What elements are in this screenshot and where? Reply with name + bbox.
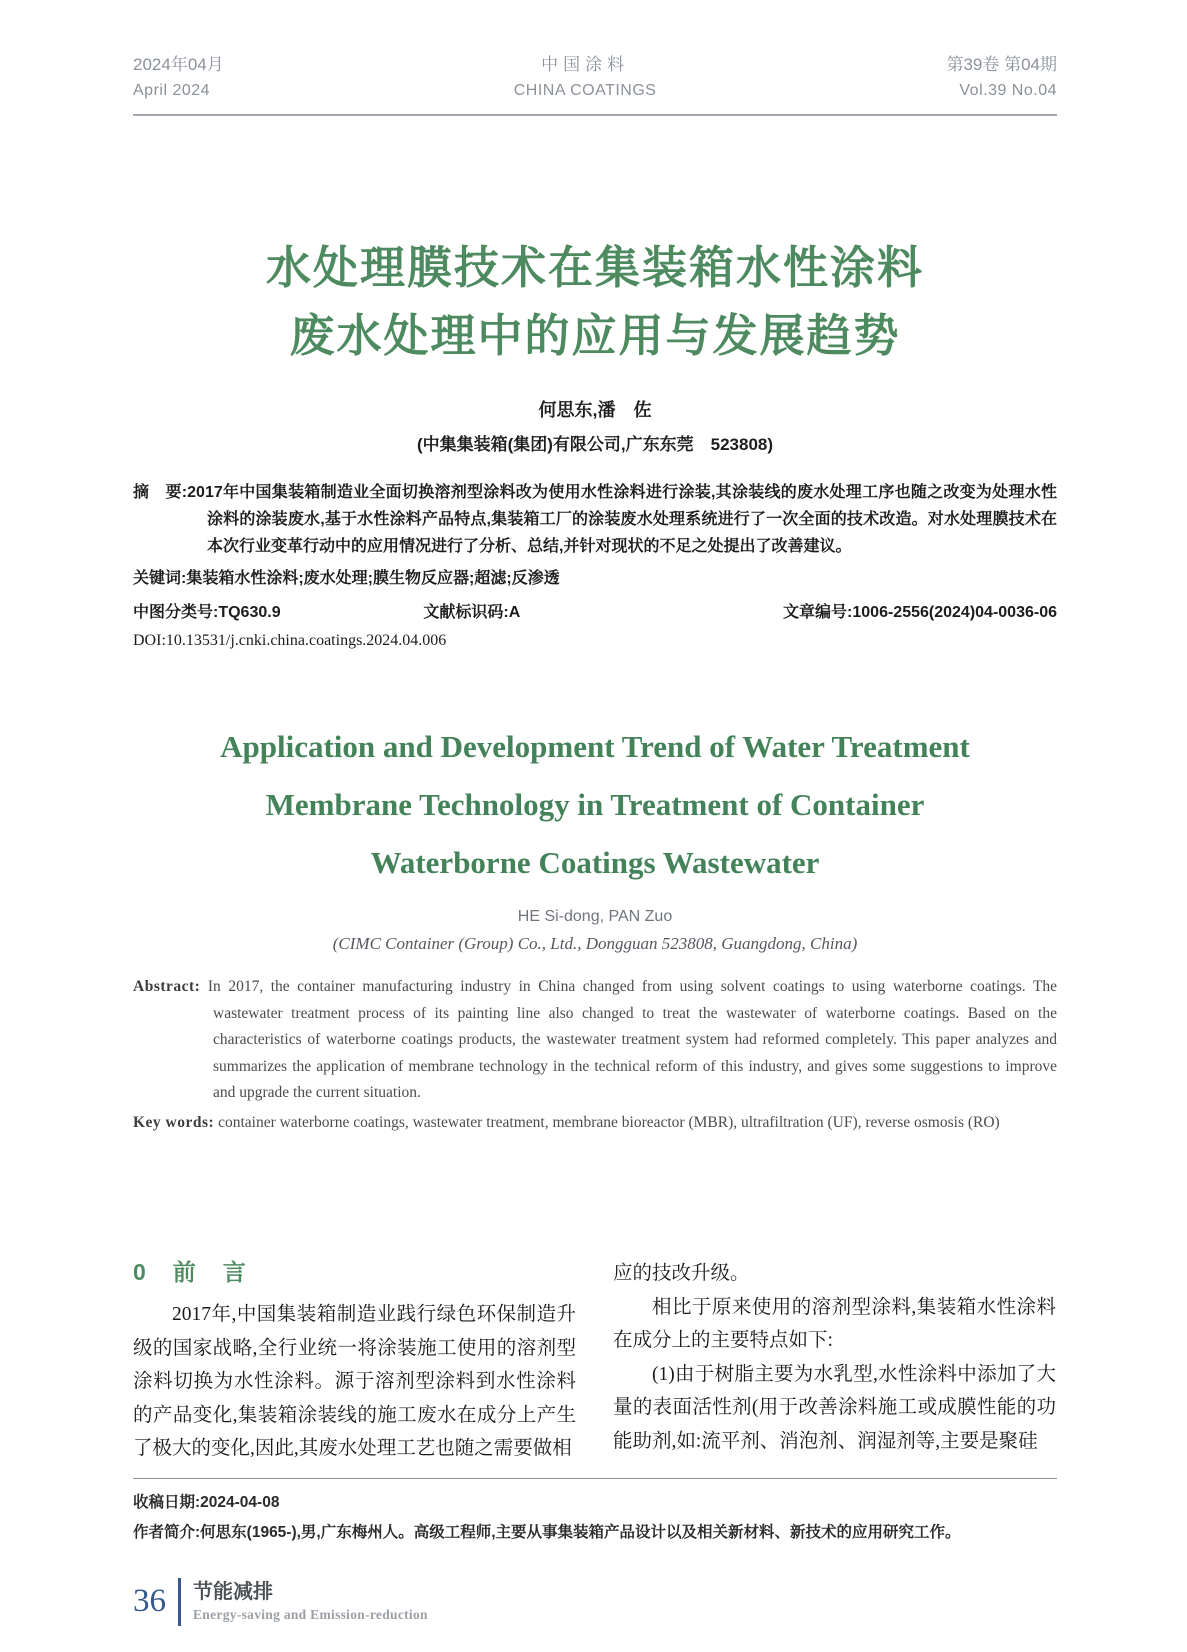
keywords-en bbox=[133, 1110, 1057, 1137]
abstract-cn-label: 摘 要: bbox=[133, 484, 188, 501]
abstract-cn-text: 2017年中国集装箱制造业全面切换溶剂型涂料改为使用水性涂料进行涂装,其涂装线的废水处理工序也随之改变为处理水性涂料的涂装废水,基于水性涂料产品特点,集装箱工厂的涂装废水处理系统进行了一次全面的技术改造。对水处理膜技术在本次行业变革行动中的应用情况进行了分析、总结,并针对现状的不足之处提出了改善建议。 bbox=[187, 484, 1057, 555]
received-date: 收稿日期:2024-04-08 bbox=[133, 1493, 280, 1511]
section-0-paragraph: (1)由于树脂主要为水乳型,水性涂料中添加了大量的表面活性剂(用于改善涂料施工或成膜性能的功能助剂,如:流平剂、消泡剂、润湿剂等,主要是聚硅 bbox=[613, 1363, 1056, 1452]
header-journal-cn: 中国涂料 bbox=[541, 55, 630, 74]
header-journal-en: CHINA COATINGS bbox=[513, 82, 657, 99]
abstract-cn bbox=[133, 479, 1057, 560]
article-title-en bbox=[133, 718, 1057, 892]
footer-column-cn: 节能减排 bbox=[193, 1581, 273, 1603]
footer-column-block bbox=[193, 1580, 428, 1623]
keywords-cn-label: 关键词: bbox=[133, 570, 187, 587]
body-columns bbox=[133, 1254, 1057, 1466]
header-issue-cn: 第39卷 第04期 bbox=[946, 55, 1057, 74]
body-column-right bbox=[613, 1254, 1056, 1458]
authors-en: HE Si-dong, PAN Zuo bbox=[517, 908, 673, 925]
header-date-cn: 2024年04月 bbox=[133, 55, 224, 74]
authors-cn: 何思东,潘 佐 bbox=[538, 400, 652, 420]
article-title-cn bbox=[133, 234, 1057, 370]
meta-article-id: 文章编号:1006-2556(2024)04-0036-06 bbox=[783, 604, 1057, 621]
page-number: 36 bbox=[133, 1583, 166, 1619]
header-issue bbox=[946, 52, 1057, 104]
meta-doc-code: 文献标识码:A bbox=[423, 604, 521, 621]
abstract-en-label: Abstract: bbox=[133, 978, 201, 995]
footer-divider bbox=[178, 1578, 181, 1626]
header-date bbox=[133, 52, 224, 104]
author-bio: 作者简介:何思东(1965-),男,广东梅州人。高级工程师,主要从事集装箱产品设计以及相关新材料、新技术的应用研究工作。 bbox=[133, 1523, 961, 1541]
section-0-paragraph: 应的技改升级。 bbox=[613, 1263, 750, 1284]
doi: DOI:10.13531/j.cnki.china.coatings.2024.04.006 bbox=[133, 632, 447, 649]
keywords-cn bbox=[133, 565, 1057, 592]
abstract-en bbox=[133, 974, 1057, 1107]
journal-page bbox=[0, 52, 1187, 1652]
section-0-paragraph: 相比于原来使用的溶剂型涂料,集装箱水性涂料在成分上的主要特点如下: bbox=[613, 1296, 1056, 1351]
header-issue-en: Vol.39 No.04 bbox=[959, 82, 1057, 99]
affiliation-en: (CIMC Container (Group) Co., Ltd., Dongguan 523808, Guangdong, China) bbox=[332, 934, 858, 953]
journal-header bbox=[133, 52, 1057, 116]
keywords-en-text: container waterborne coatings, wastewater treatment, membrane bioreactor (MBR), ultrafiltration (UF), reverse osmosis (RO) bbox=[218, 1113, 1000, 1131]
abstract-en-text: In 2017, the container manufacturing industry in China changed from using solvent coatings to using waterborne coatings. The wastewater treatment process of its painting line also changed to treat the wastewater of waterborne coatings. Based on the characteristics of waterborne coatings products, the wastewater treatment system had reformed completely. This paper analyzes and summarizes the application of membrane technology in the technical reform of this industry, and gives some suggestions to improve and upgrade the current situation. bbox=[207, 978, 1057, 1101]
article-title-en-line1: Application and Development Trend of Water Treatment bbox=[220, 729, 970, 764]
header-journal-name bbox=[514, 52, 657, 104]
article-title-cn-line1: 水处理膜技术在集装箱水性涂料 bbox=[265, 242, 924, 293]
affiliation-cn: (中集集装箱(集团)有限公司,广东东莞 523808) bbox=[416, 435, 774, 454]
meta-row bbox=[133, 599, 1057, 622]
article-title-en-line3: Waterborne Coatings Wastewater bbox=[370, 845, 820, 880]
meta-clc: 中图分类号:TQ630.9 bbox=[133, 604, 281, 621]
header-date-en: April 2024 bbox=[133, 82, 211, 99]
keywords-cn-text: 集装箱水性涂料;废水处理;膜生物反应器;超滤;反渗透 bbox=[186, 570, 560, 587]
footer-column-en: Energy-saving and Emission-reduction bbox=[193, 1607, 428, 1622]
page-footer bbox=[133, 1578, 1057, 1626]
article-title-cn-line2: 废水处理中的应用与发展趋势 bbox=[289, 310, 901, 361]
article-title-en-line2: Membrane Technology in Treatment of Container bbox=[265, 787, 925, 822]
section-0-paragraph: 2017年,中国集装箱制造业践行绿色环保制造升级的国家战略,全行业统一将涂装施工使用的溶剂型涂料切换为水性涂料。源于溶剂型涂料到水性涂料的产品变化,集装箱涂装线的施工废水在成分上产生了极大的变化,因此,其废水处理工艺也随之需要做相 bbox=[133, 1304, 576, 1459]
keywords-en-label: Key words: bbox=[133, 1113, 215, 1131]
section-0-heading: 0 前 言 bbox=[133, 1259, 248, 1285]
body-column-left bbox=[133, 1254, 576, 1466]
footnote bbox=[133, 1478, 1057, 1548]
